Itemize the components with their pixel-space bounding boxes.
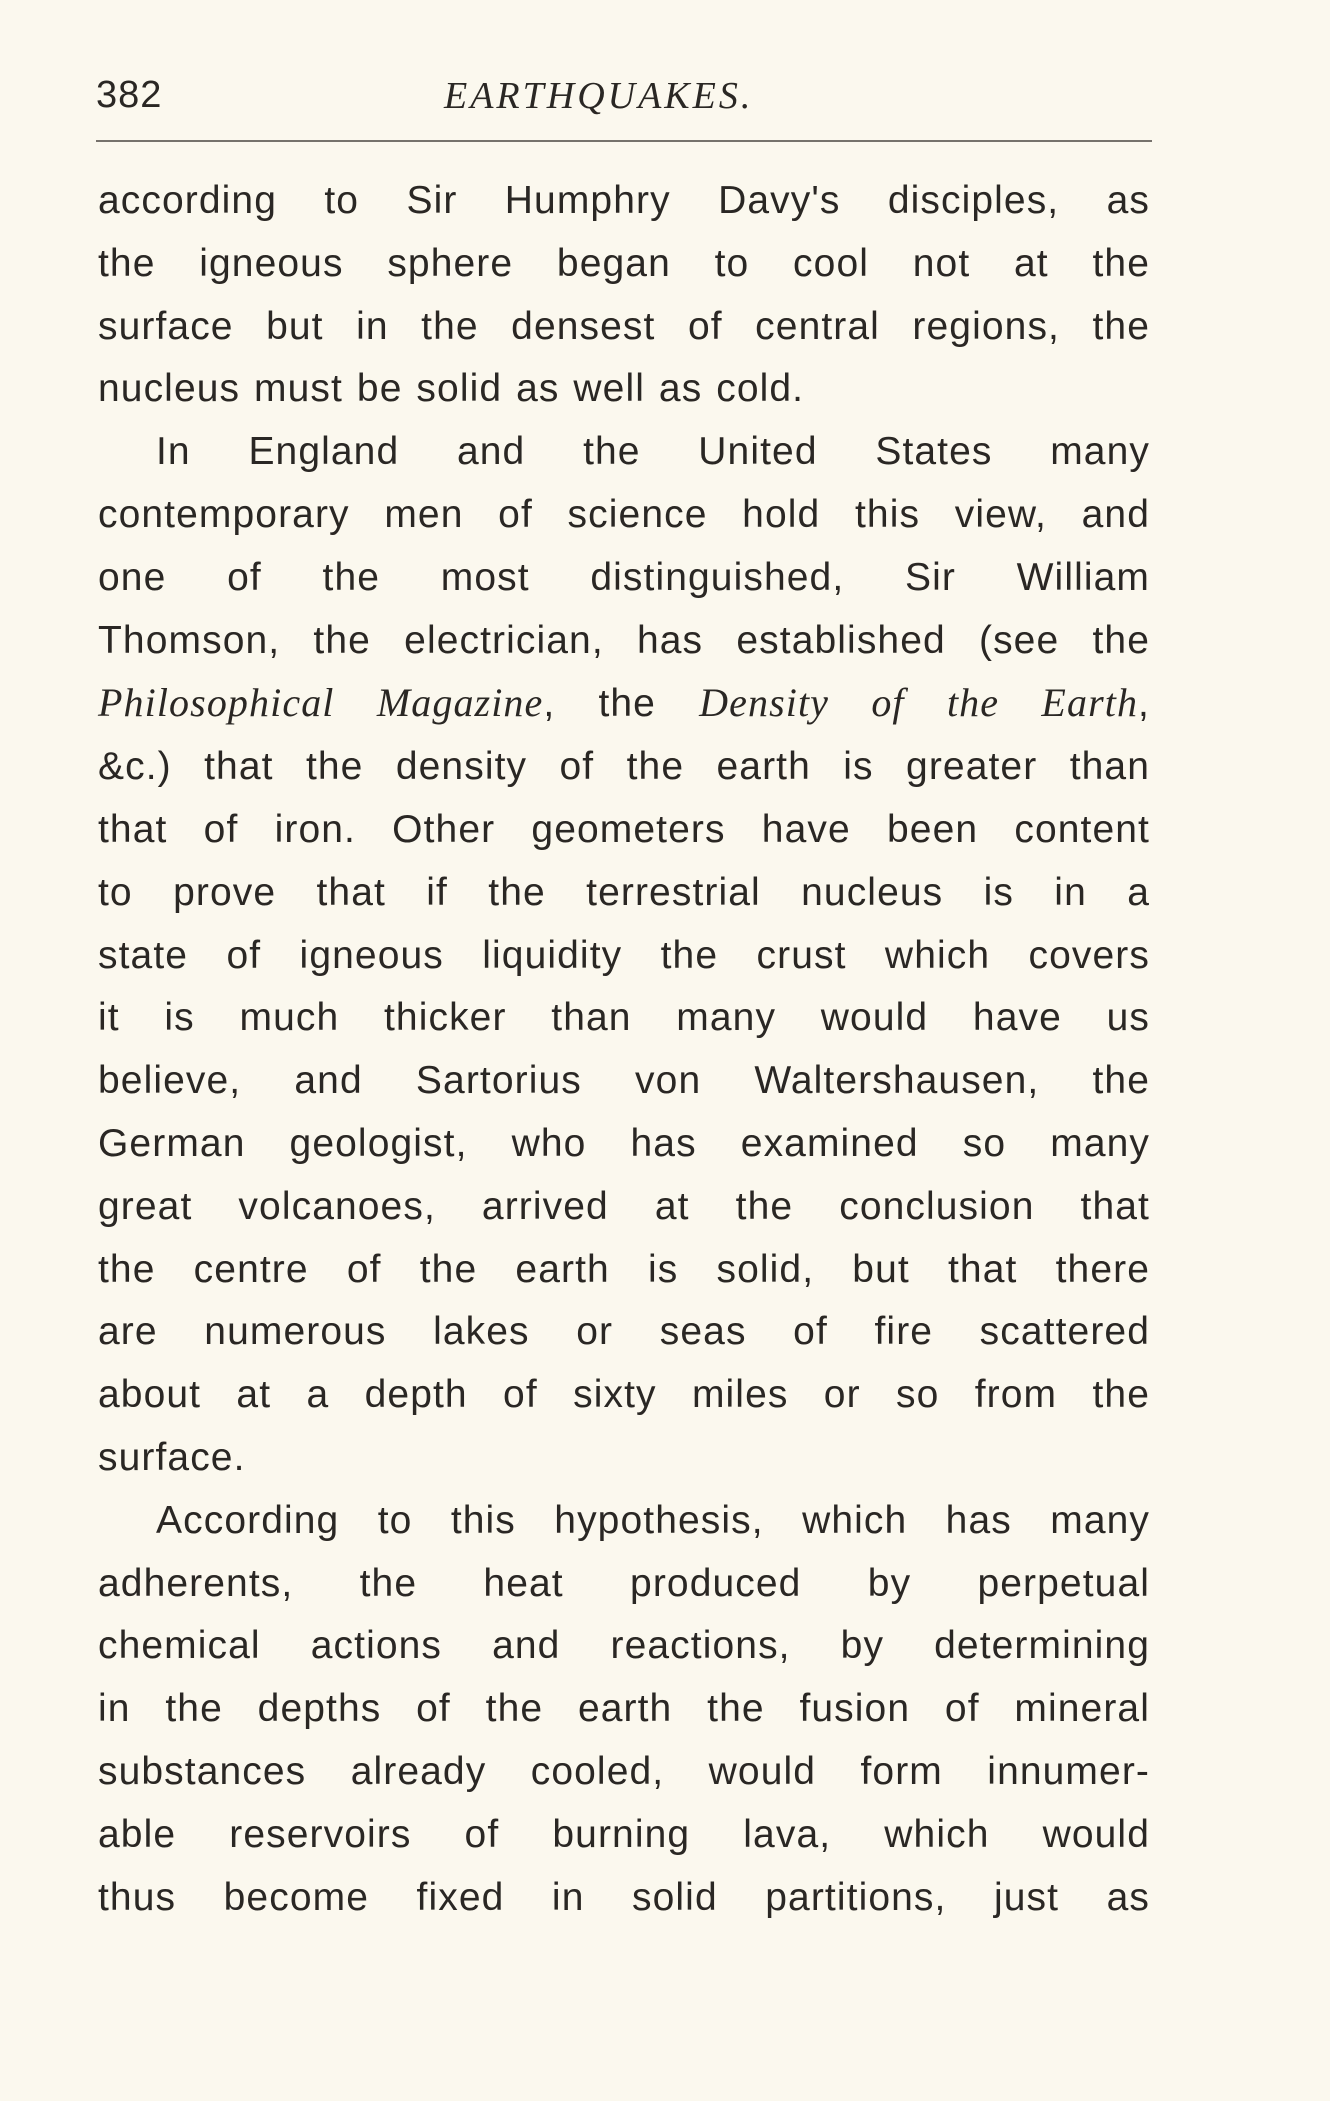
page-number: 382 xyxy=(96,74,163,116)
text-line: one of the most distinguished, Sir William xyxy=(98,555,1150,599)
text-line: thus become fixed in solid partitions, just as xyxy=(98,1875,1150,1919)
text-line: In England and the United States many xyxy=(156,430,1150,474)
text-line: chemical actions and reactions, by determining xyxy=(98,1624,1150,1668)
text-line: believe, and Sartorius von Waltershausen, the xyxy=(98,1059,1150,1103)
text-line-with-citations xyxy=(98,672,1150,736)
text-line: substances already cooled, would form innumer- xyxy=(98,1749,1150,1793)
text-line: to prove that if the terrestrial nucleus is in a xyxy=(98,870,1150,914)
text-line: able reservoirs of burning lava, which would xyxy=(98,1812,1150,1856)
text-line: nucleus must be solid as well as cold. xyxy=(98,367,805,411)
text-line: According to this hypothesis, which has many xyxy=(156,1498,1150,1542)
text-line: it is much thicker than many would have us xyxy=(98,996,1150,1040)
citation-comma: , xyxy=(1138,682,1150,726)
body-text xyxy=(98,170,1150,1929)
citation-separator: , the xyxy=(543,682,700,726)
text-line: state of igneous liquidity the crust which covers xyxy=(98,933,1150,977)
text-line: that of iron. Other geometers have been content xyxy=(98,807,1150,851)
citation-title: Philosophical Magazine xyxy=(98,680,544,726)
text-line: adherents, the heat produced by perpetual xyxy=(98,1561,1150,1605)
text-line: in the depths of the earth the fusion of mineral xyxy=(98,1687,1150,1731)
text-line: surface. xyxy=(98,1435,246,1479)
page-header xyxy=(96,62,1152,132)
text-line: about at a depth of sixty miles or so from the xyxy=(98,1373,1150,1417)
text-line: Thomson, the electrician, has established (see the xyxy=(98,618,1150,662)
text-line: great volcanoes, arrived at the conclusion that xyxy=(98,1184,1150,1228)
text-line: the igneous sphere began to cool not at the xyxy=(98,241,1150,285)
header-rule xyxy=(96,140,1152,142)
text-line: the centre of the earth is solid, but that there xyxy=(98,1247,1150,1291)
text-line: according to Sir Humphry Davy's disciples, as xyxy=(98,179,1150,222)
text-line: surface but in the densest of central regions, the xyxy=(98,304,1150,348)
citation-title: Density of the Earth xyxy=(699,680,1139,726)
text-line: &c.) that the density of the earth is greater than xyxy=(98,745,1150,789)
text-line: contemporary men of science hold this view, and xyxy=(98,492,1150,536)
running-head: EARTHQUAKES. xyxy=(444,75,754,117)
text-line: are numerous lakes or seas of fire scattered xyxy=(98,1310,1150,1354)
text-line: German geologist, who has examined so many xyxy=(98,1121,1150,1165)
